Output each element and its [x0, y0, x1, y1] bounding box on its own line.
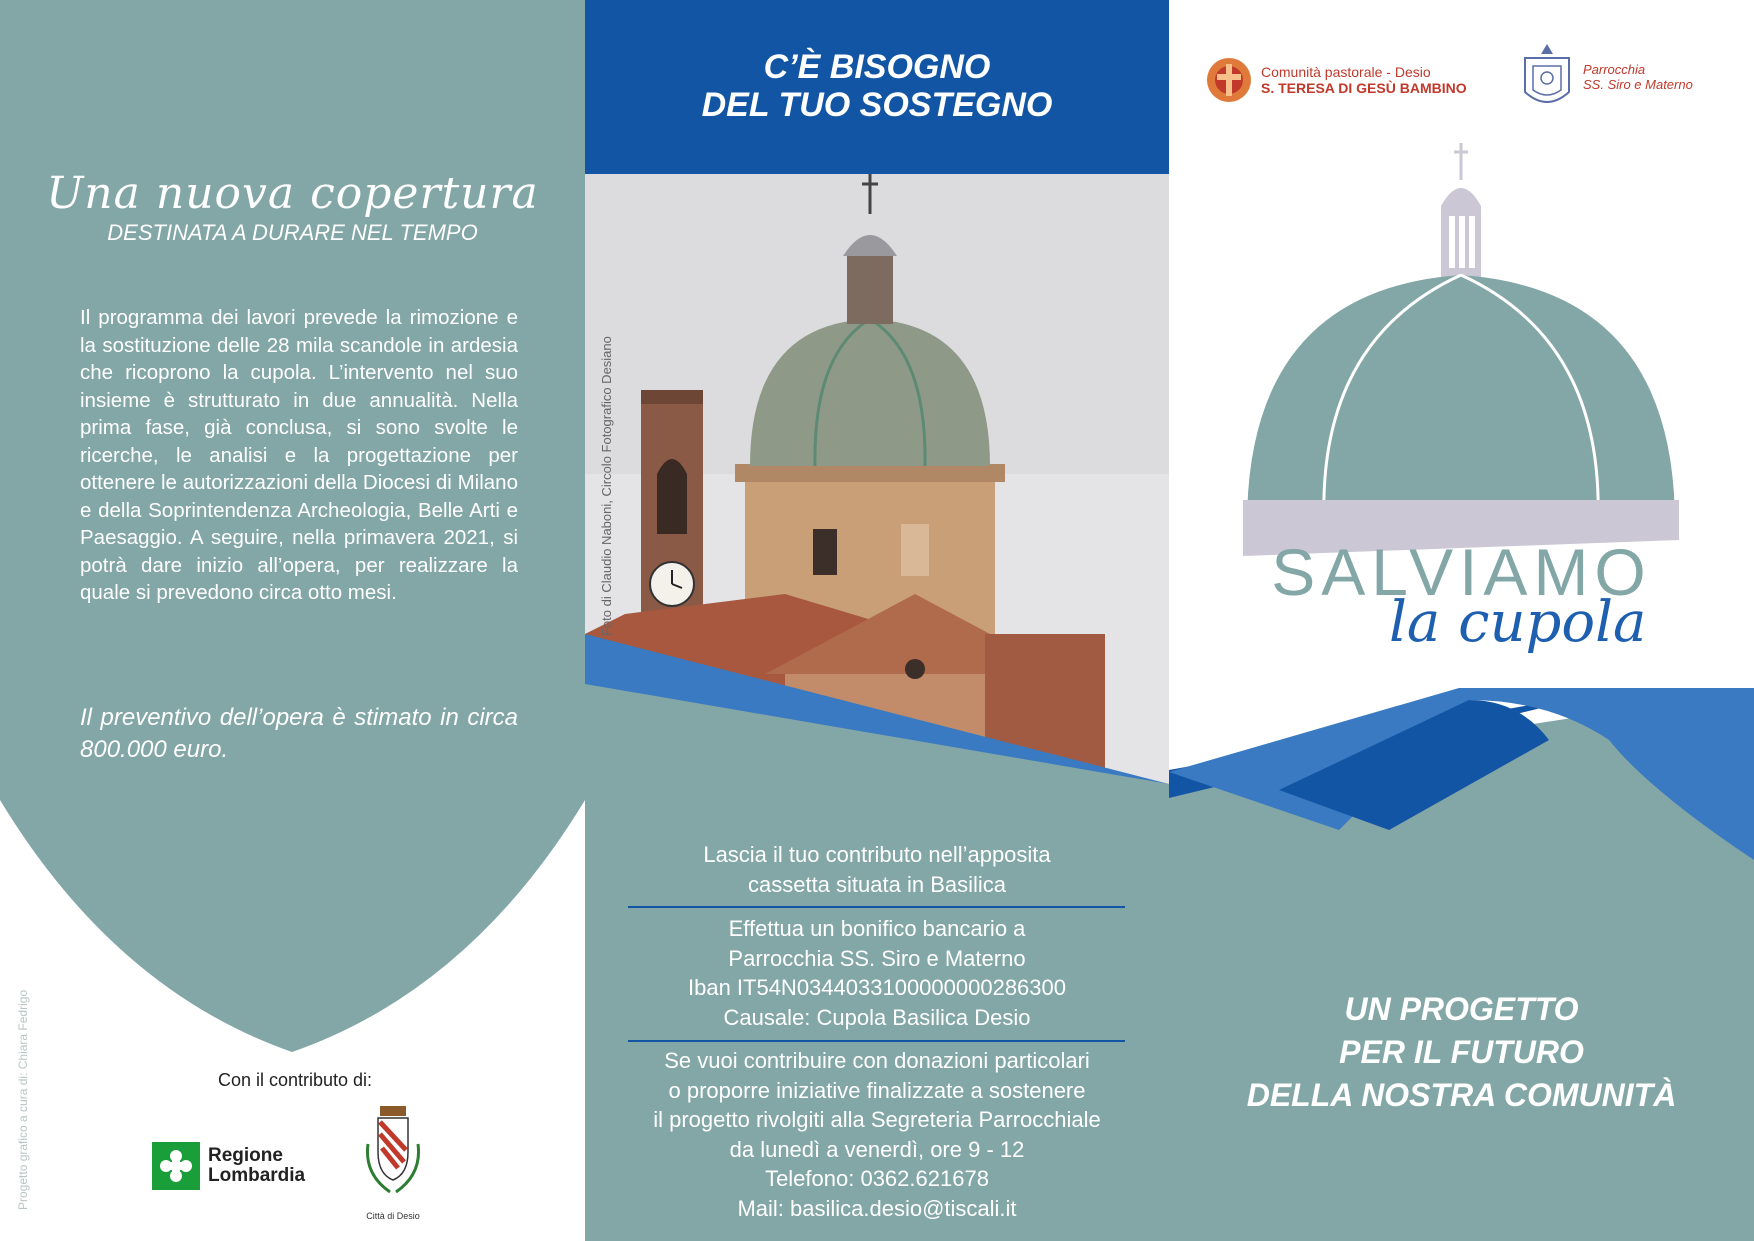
project-line1: UN PROGETTO: [1344, 991, 1579, 1027]
salviamo-title: SALVIAMO: [1271, 535, 1652, 609]
contact-info: [585, 1046, 1169, 1223]
right-panel: [1169, 0, 1754, 1241]
info-line: Parrocchia SS. Siro e Materno: [728, 945, 1026, 971]
design-credit: Progetto grafico a cura di: Chiara Fedrigo: [16, 989, 30, 1210]
org2-line2: SS. Siro e Materno: [1583, 77, 1693, 92]
left-panel: [0, 0, 585, 1241]
org1-line1: Comunità pastorale - Desio: [1261, 64, 1431, 80]
cross-circle-icon: [1205, 56, 1253, 104]
regione-line1: Regione: [208, 1145, 283, 1166]
info-line: cassetta situata in Basilica: [747, 871, 1007, 897]
info-line: o proporre iniziative finalizzate a sostenere: [668, 1077, 1086, 1103]
iban: Iban IT54N0344033100000000286300: [687, 975, 1067, 1000]
parish-crest-icon: [1519, 42, 1575, 112]
bank-transfer-info: [585, 914, 1169, 1032]
info-line: Se vuoi contribuire con donazioni particolari: [664, 1048, 1090, 1073]
header-line2: DEL TUO SOSTEGNO: [701, 86, 1053, 124]
la-cupola-script: la cupola: [1389, 590, 1647, 655]
separator-line: [628, 1040, 1125, 1042]
cost-estimate: Il preventivo dell’opera è stimato in circa 800.000 euro.: [80, 704, 518, 763]
info-line: il progetto rivolgiti alla Segreteria Parrocchiale: [653, 1107, 1101, 1132]
email: Mail: basilica.desio@tiscali.it: [737, 1195, 1017, 1221]
comunita-pastorale-logo: [1205, 56, 1467, 104]
office-hours: da lunedì a venerdì, ore 9 - 12: [729, 1136, 1025, 1162]
org1-line2: S. TERESA DI GESÙ BAMBINO: [1261, 80, 1467, 96]
subtitle: DESTINATA A DURARE NEL TEMPO: [107, 220, 478, 245]
regione-lombardia-logo: [152, 1142, 305, 1190]
causale: Causale: Cupola Basilica Desio: [723, 1004, 1031, 1030]
city-caption: Città di Desio: [366, 1211, 420, 1221]
donation-box-info: [585, 840, 1169, 899]
info-line: Lascia il tuo contributo nell’apposita: [703, 842, 1051, 867]
project-line2: PER IL FUTURO: [1339, 1034, 1584, 1070]
desio-crest-icon: [358, 1104, 428, 1204]
regione-lombardia-icon: [152, 1142, 200, 1190]
program-description: Il programma dei lavori prevede la rimozione e la sostituzione delle 28 mila scandole in ardesia che ricoprono la cupola. L’intervento nel suo insieme è strutturato in due annualità. Nella prima fase, già conclusa, si sono svolte le ricerche, le analisi e la progettazione per ottenere le autorizzazioni della Diocesi di Milano e della Soprintendenza Archeologia, Belle Arti e Paesaggio. A seguire, nella primavera 2021, si potrà dare inizio all’opera, per realizzare la quale si prevedono circa otto mesi.: [80, 306, 518, 604]
basilica-photo: [585, 174, 1169, 784]
middle-panel: [585, 0, 1169, 1241]
citta-di-desio-logo: [358, 1104, 428, 1221]
photo-credit: Foto di Claudio Naboni, Circolo Fotografico Desiano: [599, 336, 614, 636]
project-line3: DELLA NOSTRA COMUNITÀ: [1246, 1077, 1677, 1113]
support-header: [585, 0, 1169, 174]
separator-line: [628, 906, 1125, 908]
parrocchia-logo: [1519, 42, 1693, 112]
info-line: Effettua un bonifico bancario a: [728, 916, 1026, 941]
project-tagline: [1169, 988, 1754, 1117]
phone: Telefono: 0362.621678: [765, 1166, 989, 1191]
org2-line1: Parrocchia: [1583, 62, 1646, 77]
regione-line2: Lombardia: [208, 1165, 306, 1186]
header-line1: C’È BISOGNO: [763, 48, 991, 86]
script-title: Una nuova copertura: [46, 168, 539, 219]
contribution-label: Con il contributo di:: [217, 1070, 373, 1090]
